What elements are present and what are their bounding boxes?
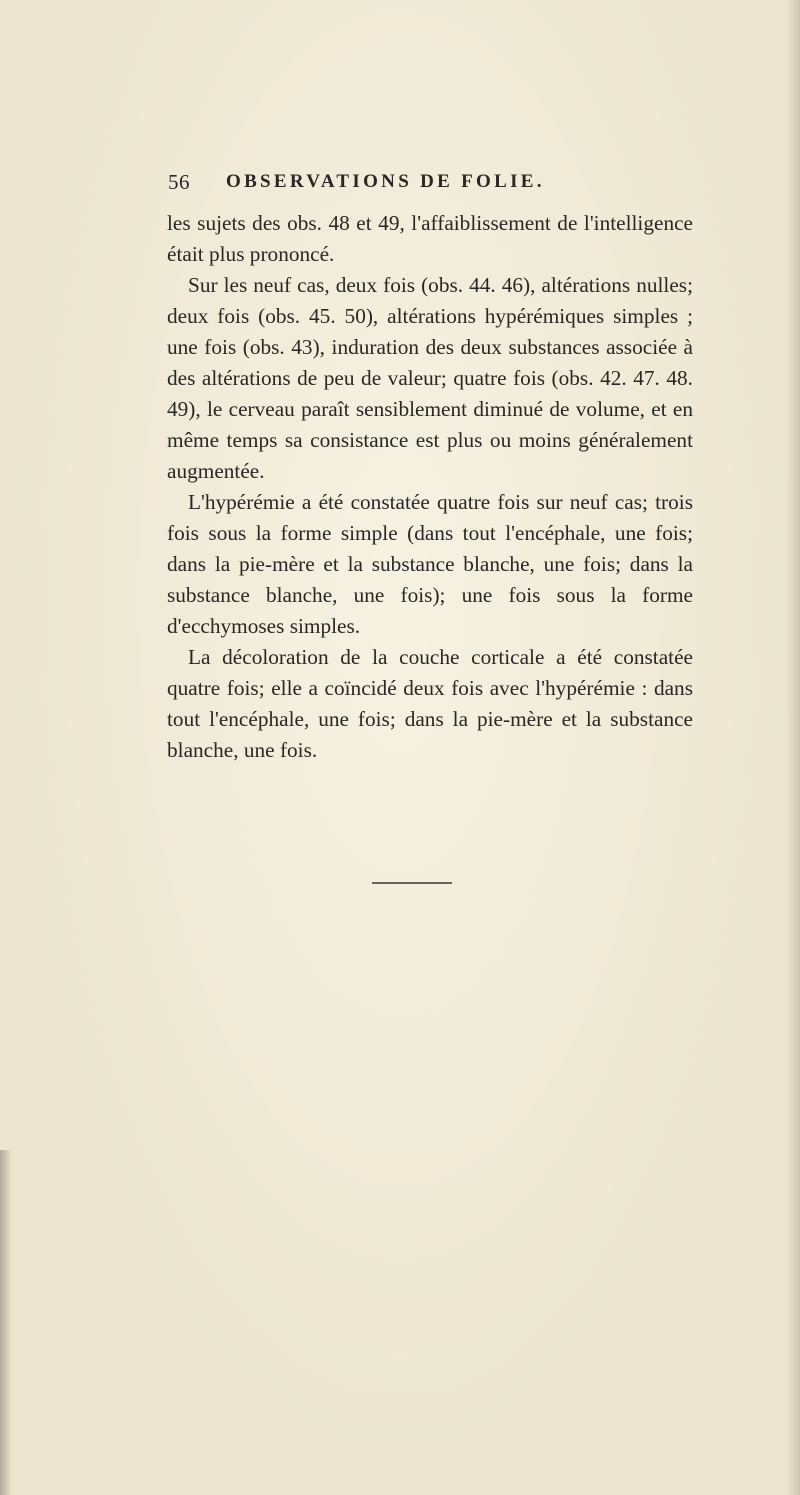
page-binding-shadow xyxy=(0,1150,12,1495)
page-edge-shadow xyxy=(786,0,800,1495)
page-number: 56 xyxy=(168,170,190,194)
paragraph: L'hypérémie a été constatée quatre fois sur neuf cas; trois fois sous la forme simple (dans tout l'encéphale, une fois; dans la pie-mère et la substance blanche, une fois; dans la substance blanche, une fois); une fois sous la forme d'ecchymoses simples. xyxy=(167,490,693,638)
paragraph: Sur les neuf cas, deux fois (obs. 44. 46), altérations nulles; deux fois (obs. 45. 50), altérations hypérémiques simples ; une fois (obs. 43), induration des deux substances associée à des altérations de peu de valeur; quatre fois (obs. 42. 47. 48. 49), le cerveau paraît sensiblement diminué de volume, et en même temps sa consistance est plus ou moins généralement augmentée. xyxy=(167,273,693,483)
paragraph-continuation: les sujets des obs. 48 et 49, l'affaiblissement de l'intelligence était plus prononcé. xyxy=(167,211,693,266)
body-text xyxy=(167,208,693,766)
paragraph: La décoloration de la couche corticale a été constatée quatre fois; elle a coïncidé deux fois avec l'hypérémie : dans tout l'encéphale, une fois; dans la pie-mère et la substance blanche, une fois. xyxy=(167,645,693,762)
page-header xyxy=(168,170,688,200)
running-title: OBSERVATIONS DE FOLIE. xyxy=(226,171,545,192)
section-divider xyxy=(372,882,452,884)
